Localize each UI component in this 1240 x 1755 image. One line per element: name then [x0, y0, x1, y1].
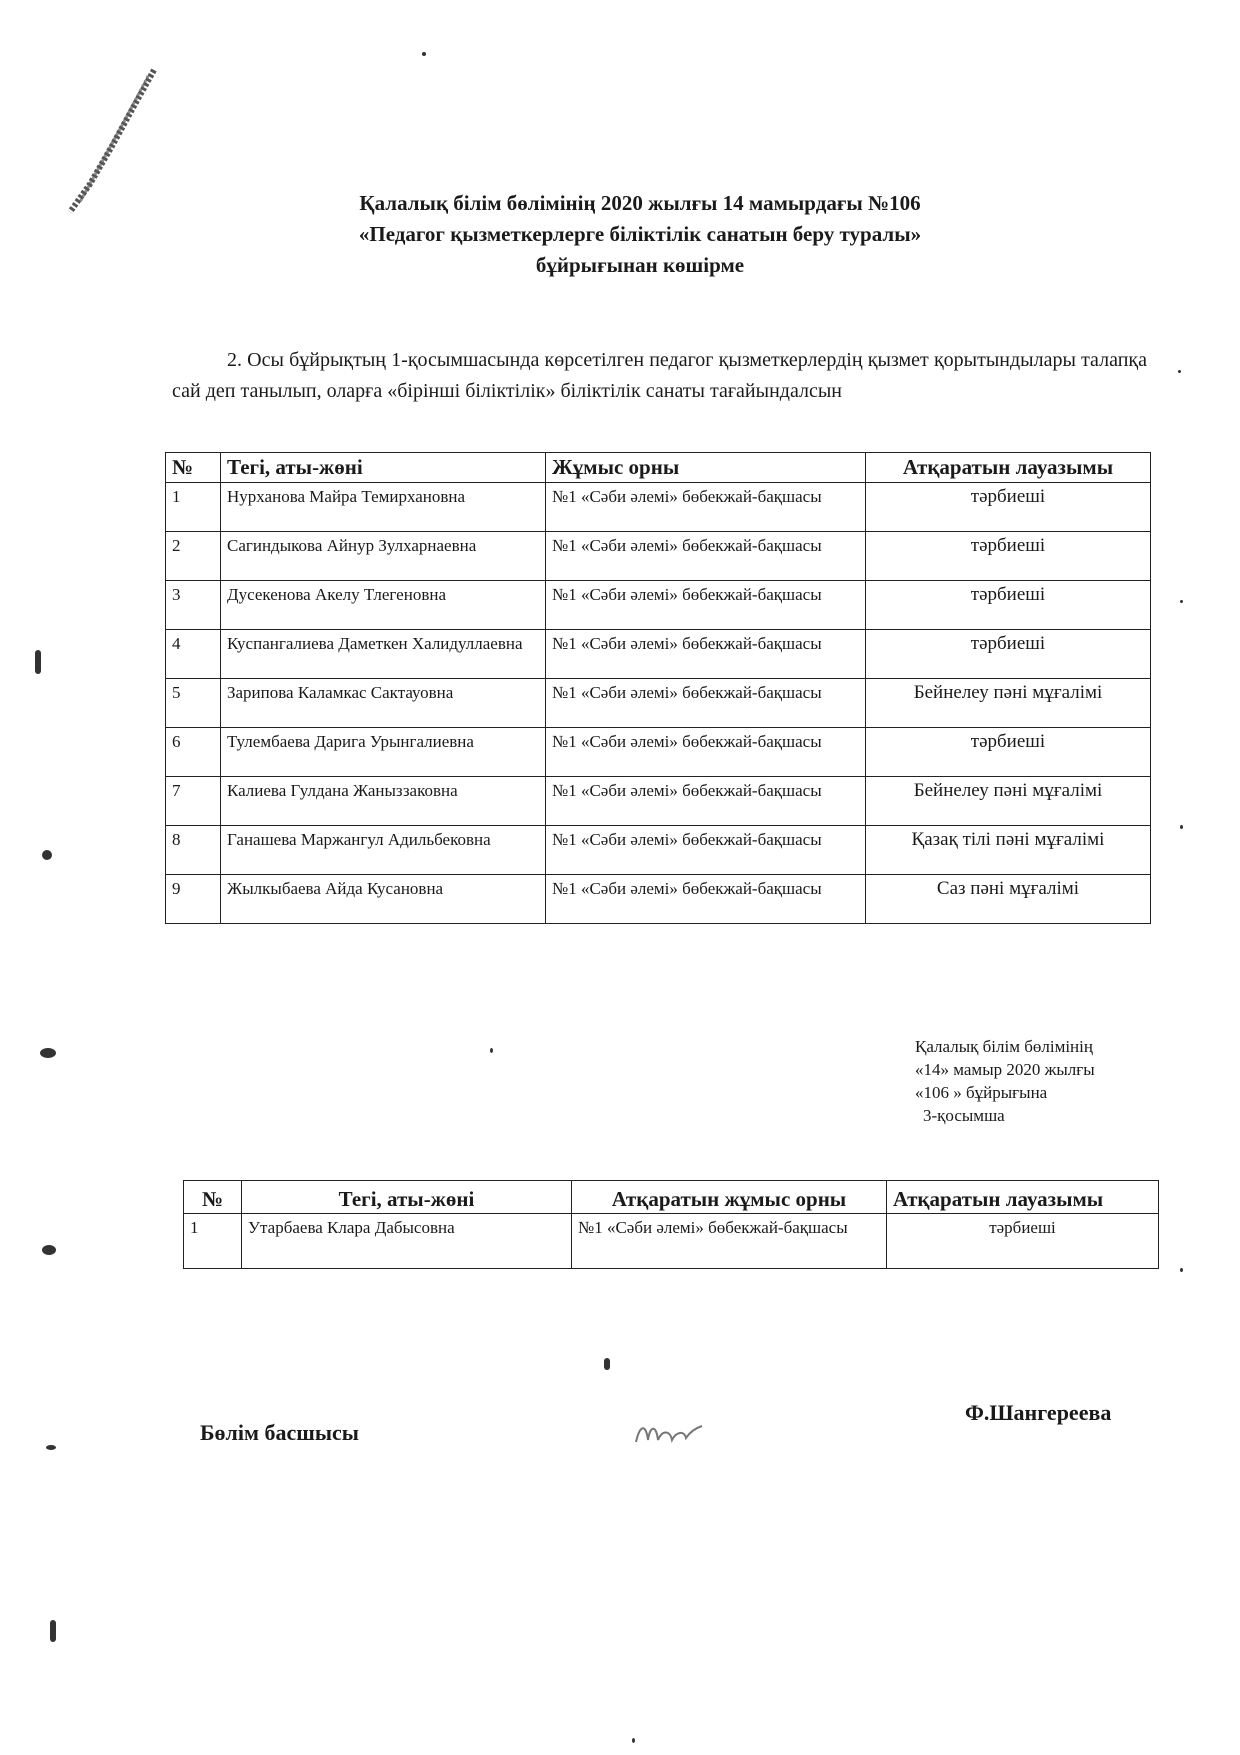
- scan-speck: [632, 1738, 635, 1743]
- row-num: 9: [166, 875, 221, 924]
- scan-speck: [1180, 600, 1183, 603]
- row-workplace: №1 «Сәби әлемі» бөбекжай-бақшасы: [546, 728, 866, 777]
- scan-speck: [604, 1358, 610, 1370]
- row-num: 1: [184, 1214, 242, 1269]
- row-name: Дусекенова Акелу Тлегеновна: [221, 581, 546, 630]
- handwritten-signature: [630, 1412, 710, 1452]
- row-workplace: №1 «Сәби әлемі» бөбекжай-бақшасы: [546, 581, 866, 630]
- table-row: [184, 1214, 1159, 1269]
- row-num: 3: [166, 581, 221, 630]
- annex-line-2: «14» мамыр 2020 жылғы: [915, 1060, 1095, 1079]
- heading-line-2: «Педагог қызметкерлерге біліктілік санатын беру туралы»: [358, 222, 922, 246]
- row-name: Зарипова Каламкас Сактауовна: [221, 679, 546, 728]
- heading-line-1: Қалалық білім бөлімінің 2020 жылғы 14 мамырдағы №106: [359, 191, 921, 215]
- annex-table: [183, 1180, 1159, 1269]
- document-heading: [240, 188, 1040, 281]
- header-num: №: [166, 453, 221, 483]
- table-header-row: [166, 453, 1151, 483]
- table-row: [166, 630, 1151, 679]
- row-position: тәрбиеші: [866, 581, 1151, 630]
- table-row: [166, 826, 1151, 875]
- header-workplace: Жұмыс орны: [546, 453, 866, 483]
- row-num: 6: [166, 728, 221, 777]
- scan-speck: [42, 850, 52, 860]
- table-row: [166, 532, 1151, 581]
- row-name: Сагиндыкова Айнур Зулхарнаевна: [221, 532, 546, 581]
- scan-speck: [35, 650, 41, 674]
- row-num: 8: [166, 826, 221, 875]
- signatory-title: Бөлім басшысы: [200, 1420, 359, 1445]
- row-position: Бейнелеу пәні мұғалімі: [866, 777, 1151, 826]
- scan-speck: [40, 1048, 56, 1058]
- scan-speck: [46, 1445, 56, 1450]
- row-workplace: №1 «Сәби әлемі» бөбекжай-бақшасы: [546, 826, 866, 875]
- row-name: Тулембаева Дарига Урынгалиевна: [221, 728, 546, 777]
- annex-note: [915, 1035, 1155, 1127]
- table-row: [166, 679, 1151, 728]
- row-workplace: №1 «Сәби әлемі» бөбекжай-бақшасы: [572, 1214, 887, 1269]
- header-position: Атқаратын лауазымы: [866, 453, 1151, 483]
- row-workplace: №1 «Сәби әлемі» бөбекжай-бақшасы: [546, 483, 866, 532]
- scan-speck: [422, 52, 426, 56]
- row-position: тәрбиеші: [866, 483, 1151, 532]
- row-position: тәрбиеші: [866, 630, 1151, 679]
- header-num: №: [184, 1181, 242, 1214]
- row-name: Утарбаева Клара Дабысовна: [242, 1214, 572, 1269]
- signatory-name: Ф.Шангереева: [965, 1400, 1112, 1425]
- intro-paragraph: [172, 345, 1147, 407]
- row-name: Нурханова Майра Темирхановна: [221, 483, 546, 532]
- row-workplace: №1 «Сәби әлемі» бөбекжай-бақшасы: [546, 630, 866, 679]
- scan-speck: [1180, 1268, 1183, 1272]
- table-row: [166, 581, 1151, 630]
- scan-speck: [42, 1245, 56, 1255]
- heading-line-3: бұйрығынан көшірме: [535, 253, 745, 277]
- row-name: Калиева Гулдана Жаныззаковна: [221, 777, 546, 826]
- row-num: 5: [166, 679, 221, 728]
- table-row: [166, 728, 1151, 777]
- intro-text: 2. Осы бұйрықтың 1-қосымшасында көрсетілген педагог қызметкерлердің қызмет қорытындылары талапқа сай деп танылып, оларға «бірінші біліктілік» біліктілік санаты тағайындалсын: [172, 349, 1147, 402]
- row-workplace: №1 «Сәби әлемі» бөбекжай-бақшасы: [546, 679, 866, 728]
- row-num: 2: [166, 532, 221, 581]
- header-position: Атқаратын лауазымы: [887, 1181, 1159, 1214]
- row-position: тәрбиеші: [866, 728, 1151, 777]
- row-name: Жылкыбаева Айда Кусановна: [221, 875, 546, 924]
- scan-speck: [50, 1620, 56, 1642]
- row-workplace: №1 «Сәби әлемі» бөбекжай-бақшасы: [546, 777, 866, 826]
- row-position: тәрбиеші: [887, 1214, 1159, 1269]
- row-position: Қазақ тілі пәні мұғалімі: [866, 826, 1151, 875]
- row-name: Куспангалиева Даметкен Халидуллаевна: [221, 630, 546, 679]
- scan-speck: [1180, 825, 1183, 829]
- row-num: 1: [166, 483, 221, 532]
- table-row: [166, 483, 1151, 532]
- scan-edge-mark: [62, 66, 162, 216]
- annex-line-1: Қалалық білім бөлімінің: [915, 1037, 1093, 1056]
- header-name: Тегі, аты-жөні: [221, 453, 546, 483]
- header-name: Тегі, аты-жөні: [242, 1181, 572, 1214]
- row-workplace: №1 «Сәби әлемі» бөбекжай-бақшасы: [546, 532, 866, 581]
- scan-speck: [1178, 370, 1181, 373]
- row-position: Бейнелеу пәні мұғалімі: [866, 679, 1151, 728]
- table-row: [166, 875, 1151, 924]
- table-header-row: [184, 1181, 1159, 1214]
- annex-line-4: 3-қосымша: [923, 1106, 1005, 1125]
- row-workplace: №1 «Сәби әлемі» бөбекжай-бақшасы: [546, 875, 866, 924]
- table-row: [166, 777, 1151, 826]
- row-num: 4: [166, 630, 221, 679]
- header-workplace: Атқаратын жұмыс орны: [572, 1181, 887, 1214]
- appointments-table: [165, 452, 1151, 924]
- row-position: Саз пәні мұғалімі: [866, 875, 1151, 924]
- row-position: тәрбиеші: [866, 532, 1151, 581]
- row-num: 7: [166, 777, 221, 826]
- scan-speck: [490, 1048, 493, 1053]
- annex-line-3: «106 » бұйрығына: [915, 1083, 1048, 1102]
- row-name: Ганашева Маржангул Адильбековна: [221, 826, 546, 875]
